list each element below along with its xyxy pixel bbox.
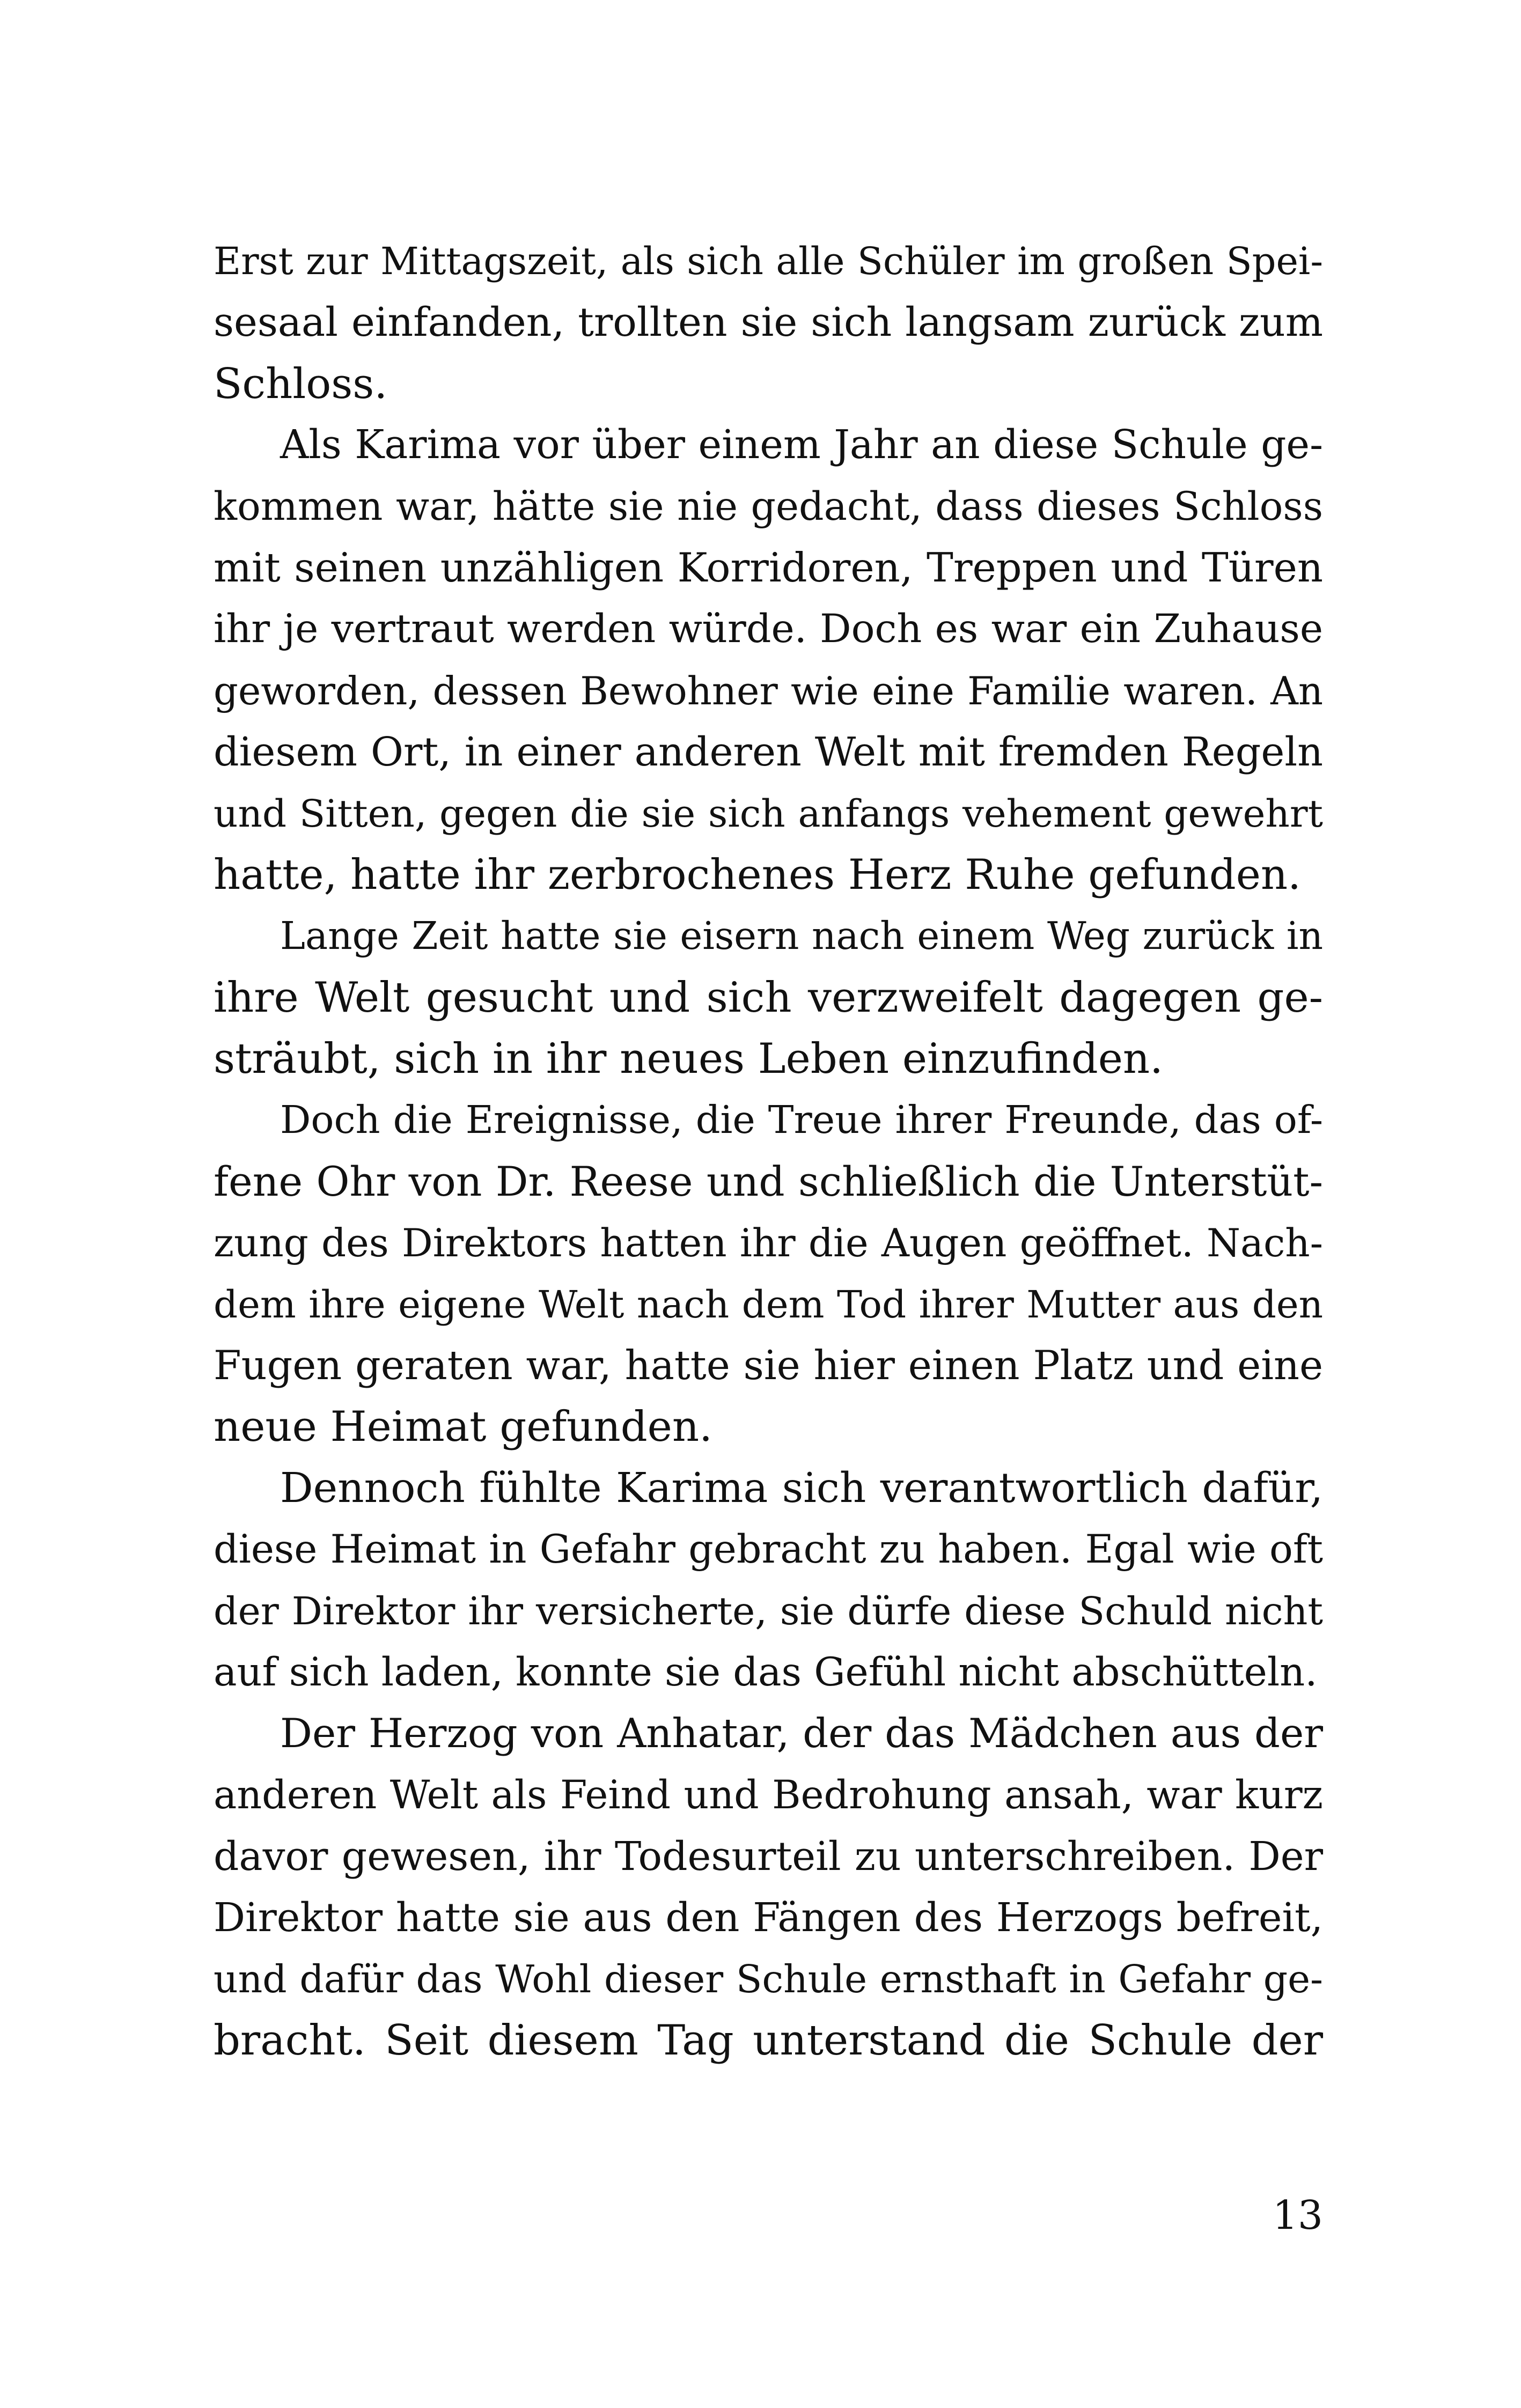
text-line: ihr je vertraut werden würde. Doch es war ein Zuhause: [214, 606, 1323, 652]
text-line: diesem Ort, in einer anderen Welt mit fremden Regeln: [214, 728, 1323, 776]
text-line: der Direktor ihr versicherte, sie dürfe diese Schuld nicht: [214, 1588, 1323, 1633]
text-line: geworden, dessen Bewohner wie eine Familie waren. An: [214, 668, 1323, 713]
text-line: anderen Welt als Feind und Bedrohung ansah, war kurz: [214, 1772, 1323, 1818]
text-line: mit seinen unzähligen Korridoren, Treppen und Türen: [214, 544, 1323, 591]
text-line: bracht. Seit diesem Tag unterstand die Schule der: [214, 2016, 1323, 2065]
paragraph-first-line: Lange Zeit hatte sie eisern nach einem Weg zurück in: [280, 914, 1323, 959]
paragraph-first-line: Der Herzog von Anhatar, der das Mädchen aus der: [280, 1710, 1323, 1757]
paragraph-first-line: Doch die Ereignisse, die Treue ihrer Freunde, das of-: [280, 1098, 1323, 1143]
text-line: neue Heimat gefunden.: [214, 1403, 712, 1452]
text-line: kommen war, hätte sie nie gedacht, dass dieses Schloss: [214, 484, 1323, 529]
text-line: diese Heimat in Gefahr gebracht zu haben. Egal wie oft: [214, 1527, 1323, 1573]
text-line: Schloss.: [214, 359, 388, 408]
text-line: Fugen geraten war, hatte sie hier einen Platz und eine: [214, 1342, 1323, 1389]
paragraph-first-line: Als Karima vor über einem Jahr an diese Schule ge-: [280, 422, 1323, 468]
text-line: Erst zur Mittagszeit, als sich alle Schüler im großen Spei-: [214, 239, 1323, 283]
page-number: 13: [1272, 2192, 1323, 2238]
text-line: ihre Welt gesucht und sich verzweifelt dagegen ge-: [214, 973, 1323, 1022]
text-line: sesaal einfanden, trollten sie sich langsam zurück zum: [214, 299, 1323, 346]
text-line: fene Ohr von Dr. Reese und schließlich die Unterstüt-: [214, 1158, 1323, 1205]
text-line: und Sitten, gegen die sie sich anfangs vehement gewehrt: [214, 791, 1323, 836]
text-line: sträubt, sich in ihr neues Leben einzufinden.: [214, 1035, 1163, 1084]
body-text: [214, 231, 1323, 2072]
paragraph-first-line: Dennoch fühlte Karima sich verantwortlich dafür,: [280, 1464, 1323, 1512]
text-line: und dafür das Wohl dieser Schule ernsthaft in Gefahr ge-: [214, 1956, 1323, 2001]
text-line: davor gewesen, ihr Todesurteil zu unterschreiben. Der: [214, 1833, 1323, 1880]
text-line: dem ihre eigene Welt nach dem Tod ihrer Mutter aus den: [214, 1282, 1323, 1327]
text-line: Direktor hatte sie aus den Fängen des Herzogs befreit,: [214, 1895, 1323, 1941]
text-line: zung des Direktors hatten ihr die Augen geöffnet. Nach-: [214, 1220, 1323, 1266]
text-line: auf sich laden, konnte sie das Gefühl nicht abschütteln.: [214, 1649, 1318, 1695]
text-line: hatte, hatte ihr zerbrochenes Herz Ruhe gefunden.: [214, 850, 1301, 899]
